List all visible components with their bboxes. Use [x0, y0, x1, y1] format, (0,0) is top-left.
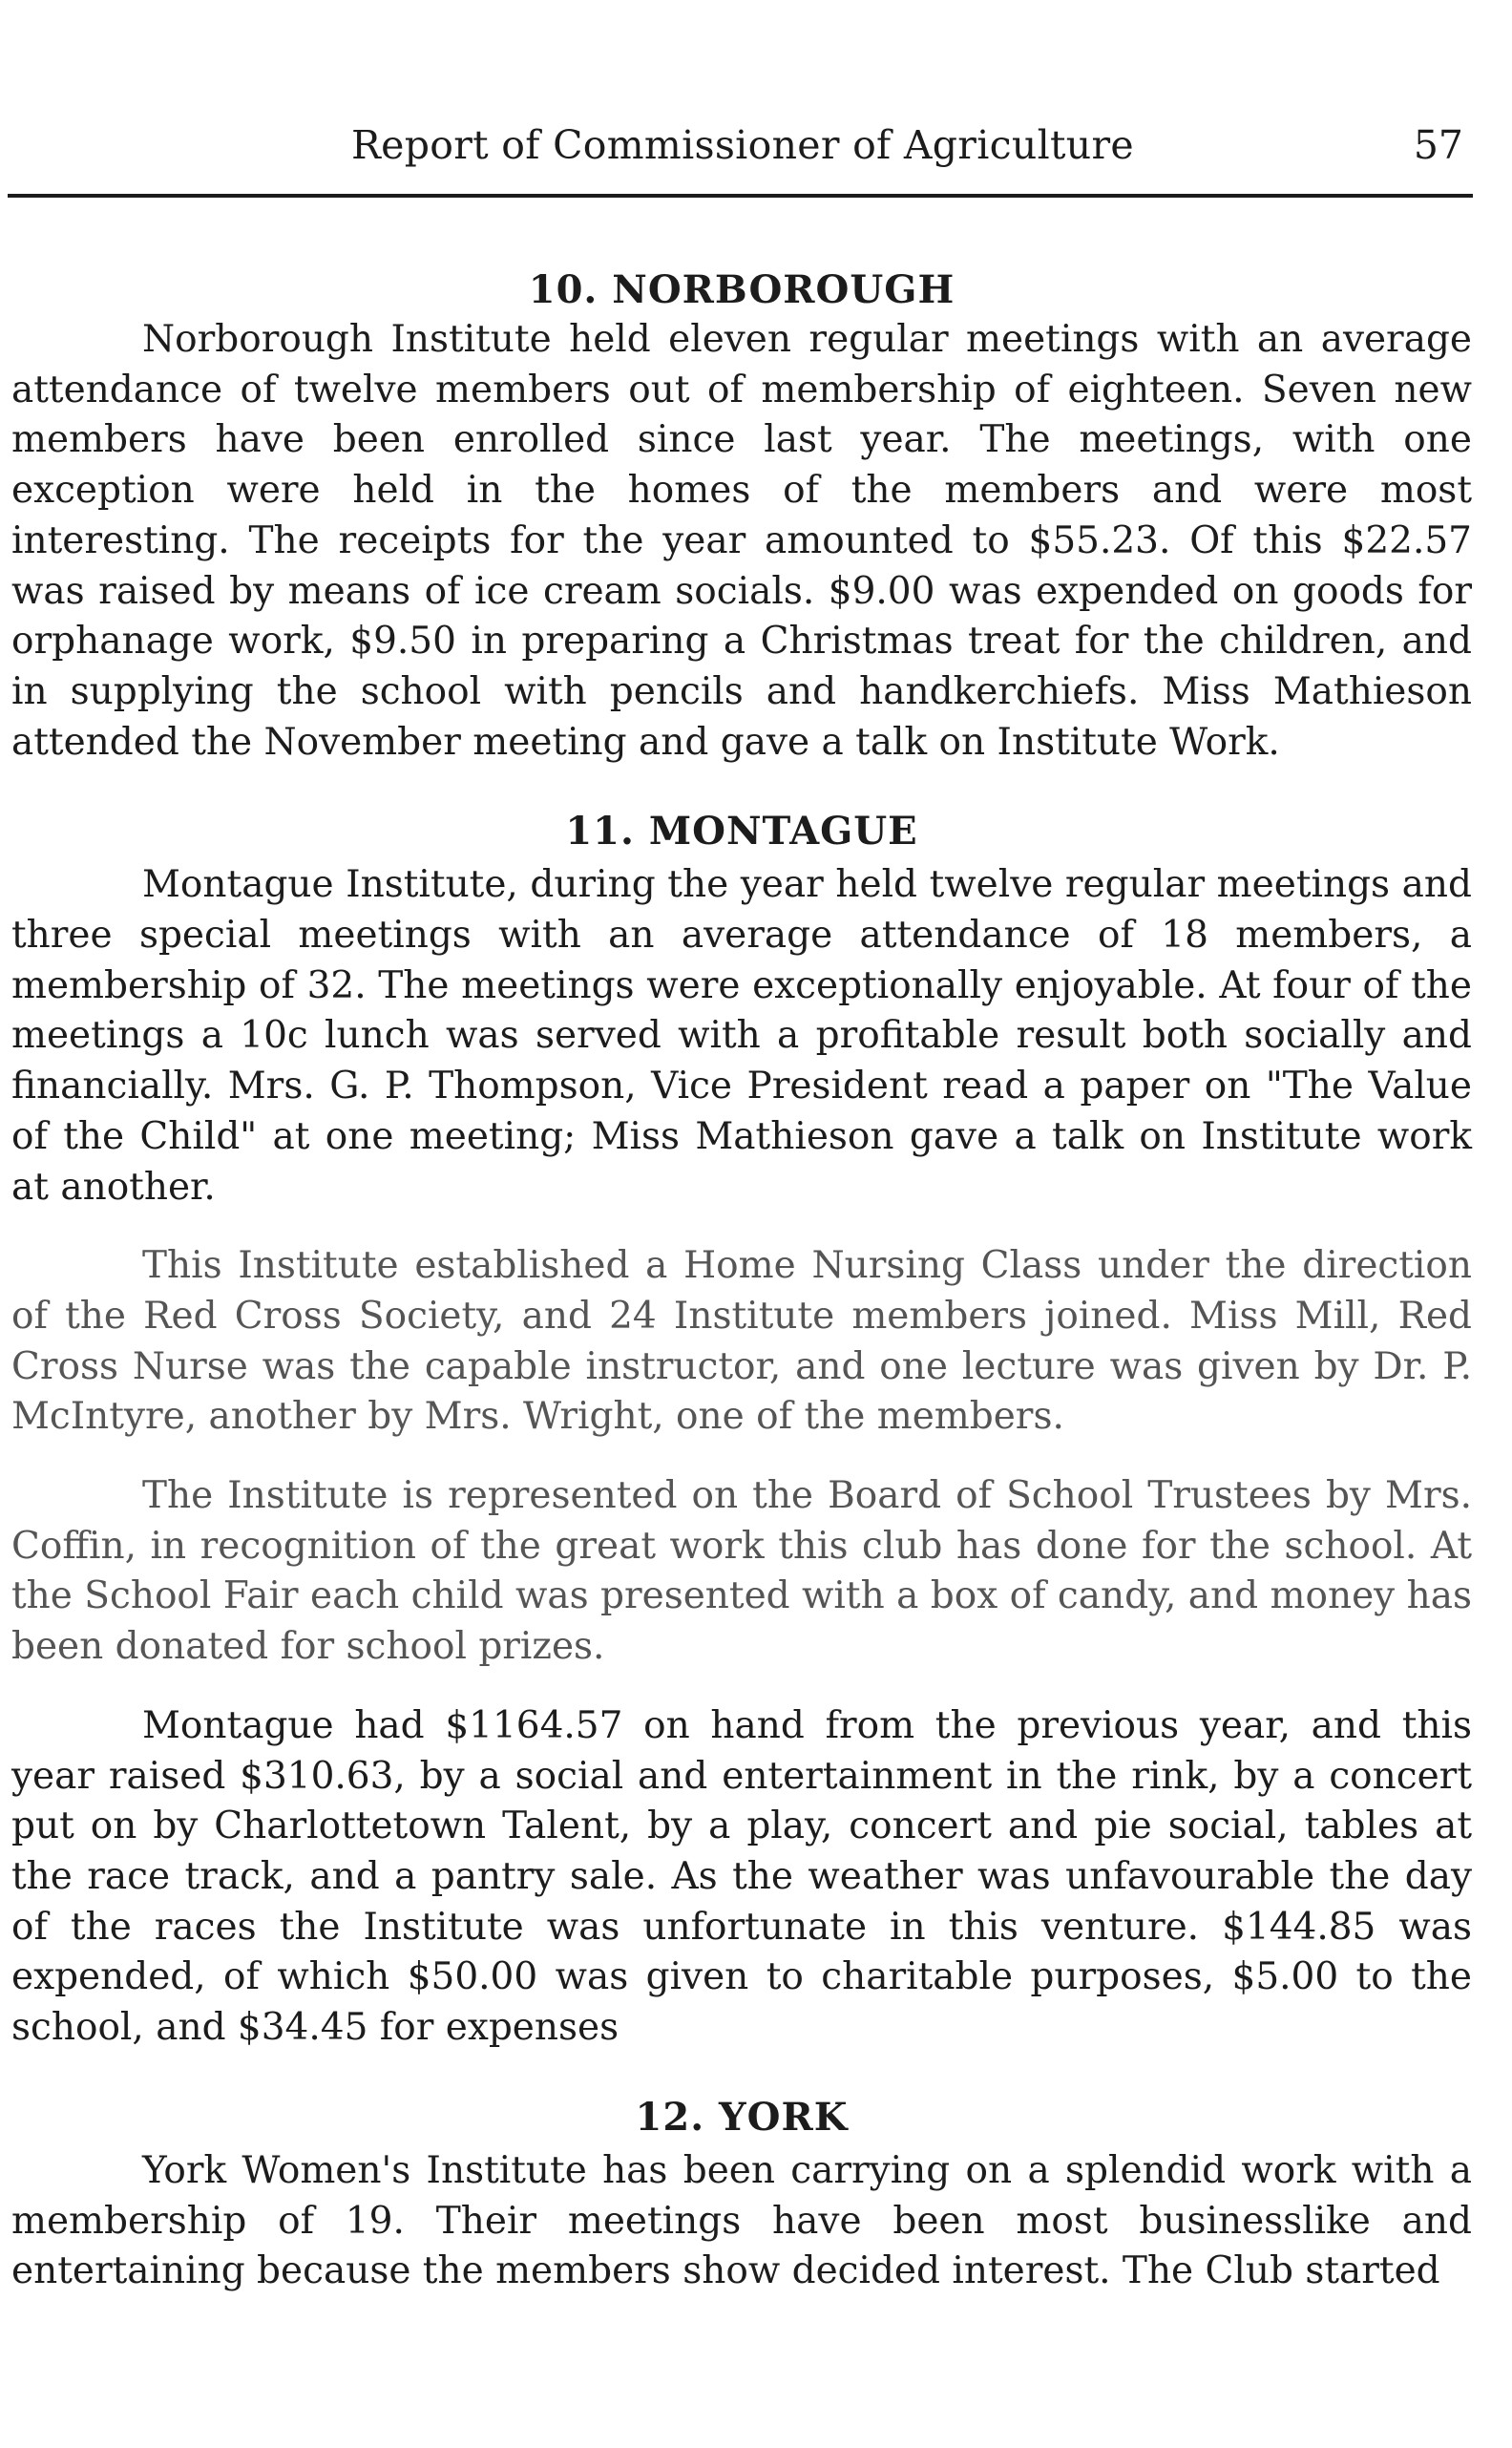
paragraph: Montague had $1164.57 on hand from the previous year, and this year raised $310.63, by a social and entertainment in the rink, by a concert put on by Charlottetown Talent, by a play, concert and pie social, tables at the race track, and a pantry sale. As the weather was unfavourable the day of the races the Institute was unfortunate in this venture. $144.85 was expended, of which $50.00 was given to charitable purposes, $5.00 to the school, and $34.45 for expenses [11, 1703, 1472, 2050]
page-number: 57 [1413, 122, 1463, 168]
paragraph: The Institute is represented on the Board of School Trustees by Mrs. Coffin, in recognition of the great work this club has done for the school. At the School Fair each child was presented with a box of candy, and money has been donated for school prizes. [11, 1474, 1472, 1669]
section-heading-montague: 11. MONTAGUE [565, 809, 918, 855]
running-header [8, 122, 1473, 174]
section-heading-york: 12. YORK [635, 2094, 849, 2140]
paragraph: York Women's Institute has been carrying on a splendid work with a membership of 19. Their meetings have been most businesslike and entertaining because the members show decided interest. The Club started [11, 2148, 1472, 2293]
header-title: Report of Commissioner of Agriculture [351, 122, 1134, 168]
section-heading-norborough: 10. NORBOROUGH [528, 267, 956, 312]
paragraph: Montague Institute, during the year held twelve regular meetings and three special meetings with an average attendance of 18 members, a membership of 32. The meetings were exceptionally enjoyable. At four of the meetings a 10c lunch was served with a profitable result both socially and financially. Mrs. G. P. Thompson, Vice President read a paper on "The Value of the Child" at one meeting; Miss Mathieson gave a talk on Institute work at another. [11, 863, 1472, 1209]
paragraph: Norborough Institute held eleven regular meetings with an average attendance of twelve members out of membership of eighteen. Seven new members have been enrolled since last year. The meetings, with one exception were held in the homes of the members and were most interesting. The receipts for the year amounted to $55.23. Of this $22.57 was raised by means of ice cream socials. $9.00 was expended on goods for orphanage work, $9.50 in preparing a Christmas treat for the children, and in supplying the school with pencils and handkerchiefs. Miss Mathieson attended the November meeting and gave a talk on Institute Work. [11, 318, 1472, 764]
header-rule [8, 194, 1473, 198]
paragraph: This Institute established a Home Nursing Class under the direction of the Red Cross Society, and 24 Institute members joined. Miss Mill, Red Cross Nurse was the capable instructor, and one lecture was given by Dr. P. McIntyre, another by Mrs. Wright, one of the members. [11, 1244, 1472, 1439]
body-text [11, 265, 1472, 2297]
